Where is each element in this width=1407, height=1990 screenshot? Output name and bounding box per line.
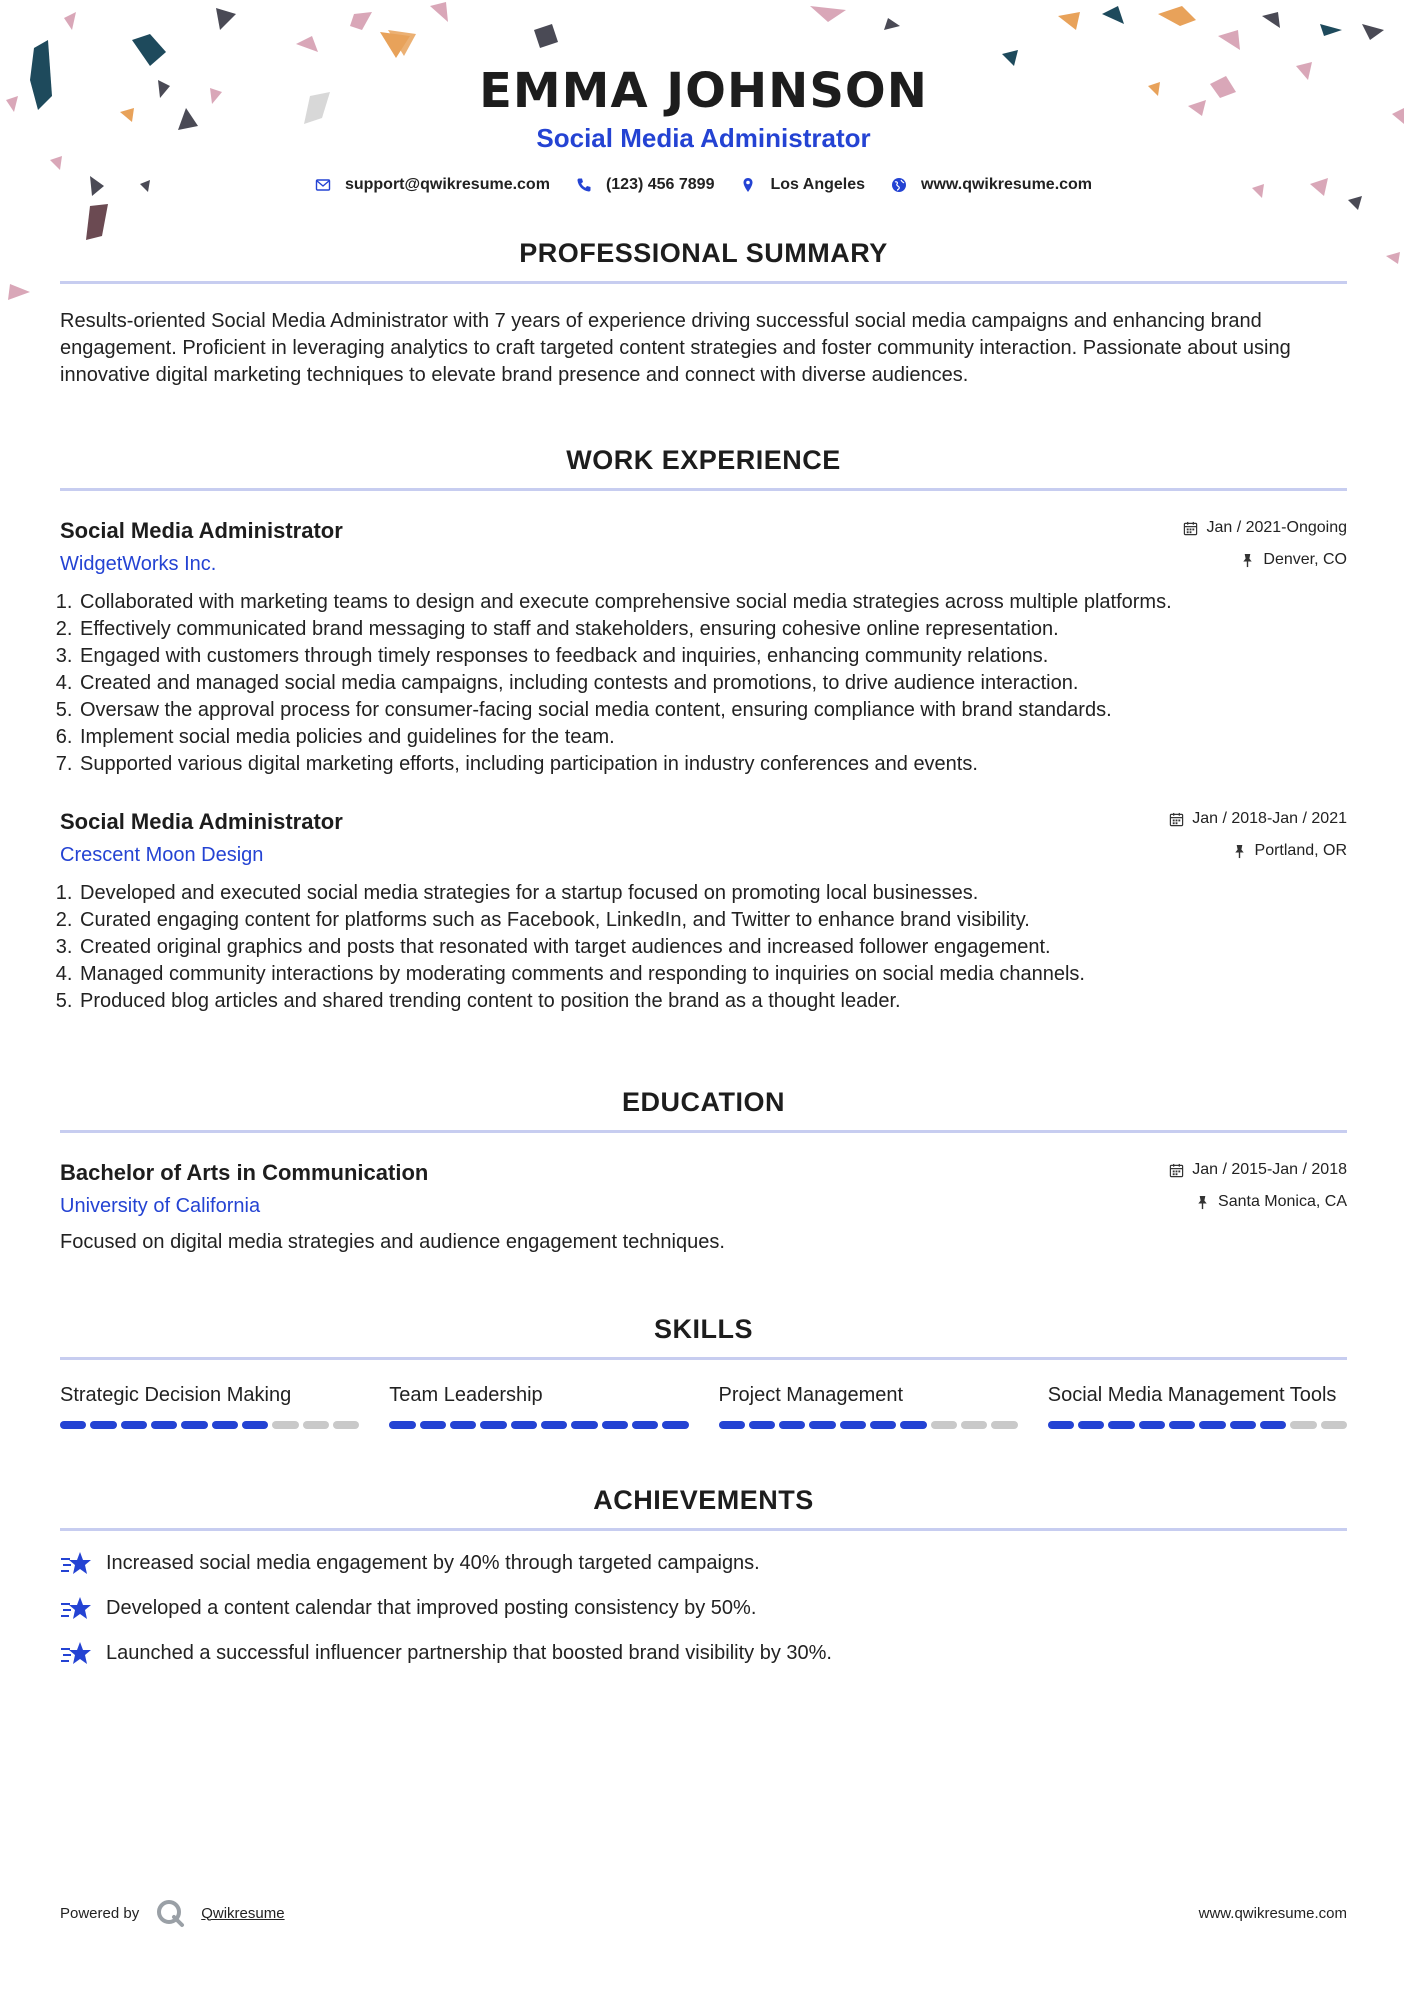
achievement-item [60,1549,1347,1577]
shooting-star-icon [60,1549,92,1577]
skill-rating-bar [60,1421,359,1429]
education-dates-text: Jan / 2015-Jan / 2018 [1192,1161,1347,1178]
skill-segment-filled [1139,1421,1165,1429]
list-item: 4. Managed community interactions by moderating comments and responding to inquiries on social media channels. [78,961,1347,988]
skill-segment-filled [900,1421,926,1429]
education-title: EDUCATION [622,1087,785,1117]
contact-phone-text: (123) 456 7899 [605,176,715,193]
calendar-icon [1169,812,1184,827]
section-divider [60,488,1347,491]
skill-segment-filled [480,1421,506,1429]
list-item: 2. Curated engaging content for platforms such as Facebook, LinkedIn, and Twitter to enhance brand visibility. [78,907,1347,934]
skill-rating-bar [389,1421,688,1429]
achievement-item [60,1594,1347,1622]
skill-segment-filled [212,1421,238,1429]
envelope-icon [315,177,331,193]
skill-segment-filled [511,1421,537,1429]
skill-segment-filled [420,1421,446,1429]
skill-segment-filled [60,1421,86,1429]
skill-segment-filled [90,1421,116,1429]
summary-title: PROFESSIONAL SUMMARY [519,238,888,268]
skill-segment-filled [181,1421,207,1429]
skill-segment-empty [1290,1421,1316,1429]
skill-segment-filled [1078,1421,1104,1429]
education-location-text: Santa Monica, CA [1218,1193,1347,1210]
skill-segment-filled [1108,1421,1134,1429]
achievement-text: Developed a content calendar that improved posting consistency by 50%. [106,1596,757,1619]
experience-section [60,445,1347,1015]
skill-segment-filled [840,1421,866,1429]
education-section [60,1087,1347,1256]
contact-email-text: support@qwikresume.com [344,176,550,193]
shooting-star-icon [60,1594,92,1622]
skill-item [719,1382,1018,1429]
powered-by-label: Powered by [60,1904,140,1922]
candidate-name: EMMA JOHNSON [479,63,928,119]
skill-segment-filled [632,1421,658,1429]
job-location-text: Denver, CO [1263,551,1347,568]
section-divider [60,281,1347,284]
skill-segment-filled [779,1421,805,1429]
skill-segment-filled [1260,1421,1286,1429]
resume-header [60,0,1347,194]
skill-segment-filled [719,1421,745,1429]
skill-rating-bar [719,1421,1018,1429]
achievements-list [60,1549,1347,1667]
list-item: 1. Collaborated with marketing teams to design and execute comprehensive social media strategies across multiple platforms. [78,589,1347,616]
skill-segment-filled [870,1421,896,1429]
list-item: 3. Created original graphics and posts that resonated with target audiences and increased follower engagement. [78,934,1347,961]
skill-rating-bar [1048,1421,1347,1429]
skill-segment-empty [991,1421,1017,1429]
skills-grid [60,1382,1347,1429]
skill-name: Strategic Decision Making [60,1384,292,1406]
summary-text: Results-oriented Social Media Administrator with 7 years of experience driving successful social media campaigns and enhancing brand engagement. Proficient in leveraging analytics to craft targeted content strategies and foster community interaction. Passionate about using innovative digital marketing techniques to elevate brand presence and connect with diverse audiences. [60,310,1291,386]
degree-title: Bachelor of Arts in Communication [60,1160,429,1185]
skill-segment-empty [961,1421,987,1429]
skill-segment-filled [151,1421,177,1429]
skill-segment-filled [1169,1421,1195,1429]
pushpin-icon [1232,844,1247,859]
job-dates [1169,808,1347,830]
job-dates-text: Jan / 2021-Ongoing [1206,519,1347,536]
pushpin-icon [1195,1195,1210,1210]
phone-icon [576,177,592,193]
achievement-text: Increased social media engagement by 40% through targeted campaigns. [106,1551,760,1574]
achievements-title: ACHIEVEMENTS [593,1485,814,1515]
list-item: 5. Produced blog articles and shared trending content to position the brand as a thought leader. [78,988,1347,1015]
list-item: 1. Developed and executed social media strategies for a startup focused on promoting local businesses. [78,880,1347,907]
page-footer [60,1898,1347,1928]
list-item: 3. Engaged with customers through timely responses to feedback and inquiries, enhancing community relations. [78,643,1347,670]
skill-name: Social Media Management Tools [1047,1384,1337,1406]
calendar-icon [1183,521,1198,536]
skill-item [1048,1382,1347,1429]
skills-section [60,1314,1347,1429]
skill-name: Project Management [718,1384,904,1406]
skill-segment-empty [303,1421,329,1429]
pushpin-icon [1240,553,1255,568]
job-location [1169,840,1347,862]
skill-segment-filled [1199,1421,1225,1429]
list-item: 4. Created and managed social media campaigns, including contests and promotions, to drive audience interaction. [78,670,1347,697]
globe-icon [891,177,907,193]
skill-segment-empty [272,1421,298,1429]
list-item: 5. Oversaw the approval process for consumer-facing social media content, ensuring compliance with brand standards. [78,697,1347,724]
skill-segment-empty [931,1421,957,1429]
job-company: WidgetWorks Inc. [60,553,217,575]
list-item: 6. Implement social media policies and guidelines for the team. [78,724,1347,751]
job-location [1183,549,1347,571]
experience-title: WORK EXPERIENCE [566,445,841,475]
job-company: Crescent Moon Design [60,844,264,866]
skill-segment-filled [662,1421,688,1429]
job-entry [60,517,1347,778]
education-dates [1169,1159,1347,1181]
job-location-text: Portland, OR [1254,842,1347,859]
candidate-role: Social Media Administrator [536,123,871,153]
skill-segment-filled [242,1421,268,1429]
job-duties [60,589,1347,778]
job-title: Social Media Administrator [60,809,343,834]
achievement-text: Launched a successful influencer partnership that boosted brand visibility by 30%. [106,1641,832,1664]
skill-segment-filled [809,1421,835,1429]
contact-phone[interactable] [576,176,715,194]
section-divider [60,1528,1347,1531]
qwikresume-logo-icon [155,1898,185,1928]
footer-website[interactable]: www.qwikresume.com [1198,1904,1347,1922]
skill-segment-filled [1048,1421,1074,1429]
skill-segment-empty [1321,1421,1347,1429]
contact-website[interactable] [891,176,1092,194]
list-item: 7. Supported various digital marketing efforts, including participation in industry conferences and events. [78,751,1347,778]
summary-section [60,238,1347,389]
job-dates [1183,517,1347,539]
skill-segment-empty [333,1421,359,1429]
map-pin-icon [740,177,756,193]
contact-website-text: www.qwikresume.com [921,176,1093,193]
education-description: Focused on digital media strategies and audience engagement techniques. [60,1231,725,1253]
contact-location-text: Los Angeles [770,176,866,193]
skill-item [60,1382,359,1429]
education-entry [60,1159,1347,1256]
contact-location [740,176,865,194]
skill-segment-filled [602,1421,628,1429]
job-title: Social Media Administrator [60,518,343,543]
job-dates-text: Jan / 2018-Jan / 2021 [1192,810,1347,827]
skill-item [389,1382,688,1429]
section-divider [60,1130,1347,1133]
skill-segment-filled [389,1421,415,1429]
skill-segment-filled [541,1421,567,1429]
contact-bar [60,176,1347,194]
qwikresume-link[interactable]: Qwikresume [201,1904,285,1922]
skill-segment-filled [121,1421,147,1429]
job-entry [60,808,1347,1015]
school-name: University of California [60,1195,261,1217]
list-item: 2. Effectively communicated brand messaging to staff and stakeholders, ensuring cohesive online representation. [78,616,1347,643]
contact-email[interactable] [315,176,550,194]
achievements-section [60,1485,1347,1667]
skill-segment-filled [1230,1421,1256,1429]
job-duties [60,880,1347,1015]
calendar-icon [1169,1163,1184,1178]
skill-segment-filled [450,1421,476,1429]
education-location [1169,1191,1347,1213]
skill-segment-filled [749,1421,775,1429]
skill-name: Team Leadership [389,1384,543,1406]
achievement-item [60,1639,1347,1667]
shooting-star-icon [60,1639,92,1667]
skill-segment-filled [571,1421,597,1429]
skills-title: SKILLS [653,1314,753,1344]
section-divider [60,1357,1347,1360]
